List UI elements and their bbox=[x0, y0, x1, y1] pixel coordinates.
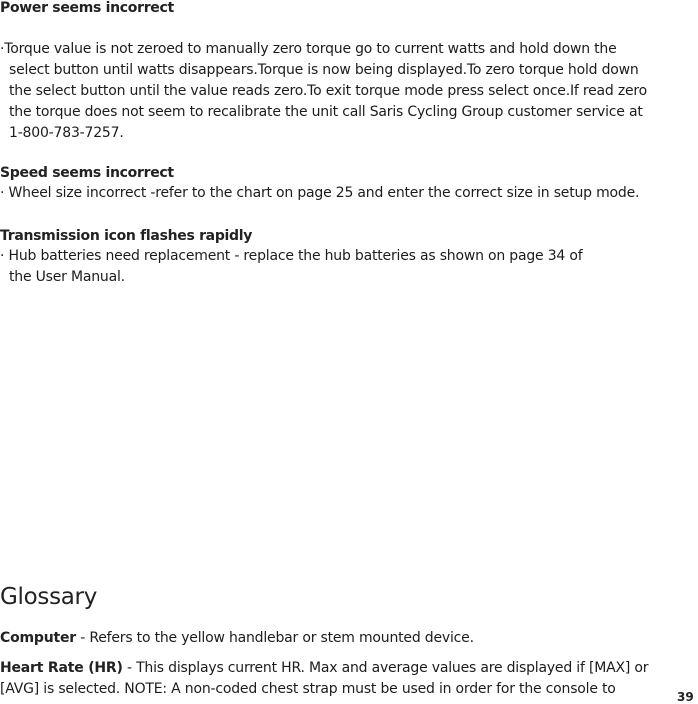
section-heading-speed: Speed seems incorrect bbox=[0, 165, 174, 181]
glossary-term-heart-rate: Heart Rate (HR) bbox=[0, 660, 123, 676]
power-line-4: the torque does not seem to recalibrate the unit call Saris Cycling Group customer service at bbox=[9, 104, 643, 120]
section-heading-power: Power seems incorrect bbox=[0, 0, 174, 16]
power-line-2: select button until watts disappears.Torque is now being displayed.To zero torque hold down bbox=[9, 62, 639, 78]
glossary-entry-computer bbox=[0, 630, 474, 646]
power-line-1: ·Torque value is not zeroed to manually zero torque go to current watts and hold down the bbox=[0, 41, 617, 57]
page-number: 39 bbox=[677, 690, 694, 704]
glossary-def-heart-rate: - This displays current HR. Max and average values are displayed if [MAX] or bbox=[122, 660, 649, 676]
glossary-def-computer: - Refers to the yellow handlebar or stem mounted device. bbox=[75, 630, 474, 646]
power-line-3: the select button until the value reads zero.To exit torque mode press select once.If read zero bbox=[9, 83, 648, 99]
glossary-entry-heart-rate bbox=[0, 660, 648, 676]
glossary-title: Glossary bbox=[0, 584, 98, 610]
power-line-5: 1-800-783-7257. bbox=[9, 125, 124, 141]
section-heading-transmission: Transmission icon flashes rapidly bbox=[0, 228, 253, 244]
speed-line-1: · Wheel size incorrect -refer to the chart on page 25 and enter the correct size in setup mode. bbox=[0, 185, 640, 201]
transmission-line-2: the User Manual. bbox=[9, 269, 125, 285]
glossary-term-computer: Computer bbox=[0, 630, 76, 646]
glossary-def-heart-rate-cont: [AVG] is selected. NOTE: A non-coded chest strap must be used in order for the console to bbox=[0, 681, 616, 697]
transmission-line-1: · Hub batteries need replacement - replace the hub batteries as shown on page 34 of bbox=[0, 248, 583, 264]
